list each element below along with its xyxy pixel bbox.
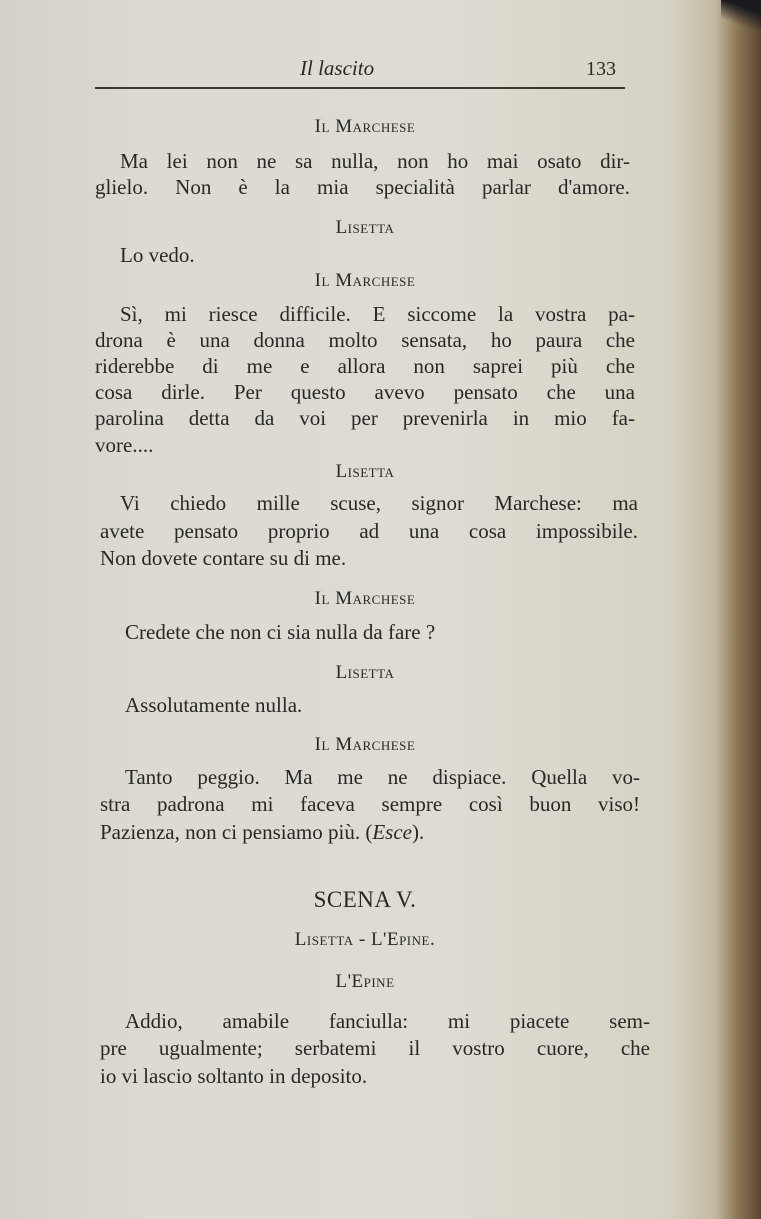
stage-direction: Esce	[372, 820, 412, 844]
speaker-name: Lisetta	[335, 217, 395, 238]
dialogue-line: io vi lascio soltanto in deposito.	[100, 1064, 368, 1088]
speaker-name: Lisetta	[335, 662, 395, 683]
speaker-name: Il Marchese	[314, 588, 416, 609]
header-rule	[95, 87, 625, 89]
dialogue-line: Tanto peggio. Ma me ne dispiace. Quella vo-	[125, 765, 640, 789]
dialogue-line: Ma lei non ne sa nulla, non ho mai osato dir-	[120, 149, 630, 173]
scene-title: SCENA V.	[313, 887, 417, 912]
dialogue-line: cosa dirle. Per questo avevo pensato che una	[95, 380, 635, 404]
dialogue-line: Non dovete contare su di me.	[100, 546, 347, 570]
dialogue-line: Lo vedo.	[120, 243, 195, 267]
dialogue-line: Sì, mi riesce difficile. E siccome la vostra pa-	[120, 302, 635, 326]
dialogue-text: ).	[412, 820, 425, 844]
dialogue-line: vore....	[95, 433, 154, 457]
speaker-name: Il Marchese	[314, 116, 416, 137]
speaker-name: Il Marchese	[314, 270, 416, 291]
dialogue-line: parolina detta da voi per prevenirla in mio fa-	[95, 406, 635, 430]
dialogue-line: Addio, amabile fanciulla: mi piacete sem-	[125, 1009, 650, 1033]
dialogue-line: avete pensato proprio ad una cosa impossibile.	[100, 519, 638, 543]
dialogue-line: stra padrona mi faceva sempre così buon viso!	[100, 792, 640, 816]
dialogue-line: Assolutamente nulla.	[125, 693, 303, 717]
dialogue-line: pre ugualmente; serbatemi il vostro cuore, che	[100, 1036, 650, 1060]
dialogue-line: glielo. Non è la mia specialità parlar d'amore.	[95, 175, 630, 199]
page-number: 133	[586, 58, 616, 80]
scene-characters: Lisetta - L'Epine.	[294, 929, 436, 950]
running-title: Il lascito	[300, 56, 375, 80]
book-edge-shadow	[721, 0, 761, 30]
dialogue-line: riderebbe di me e allora non saprei più che	[95, 354, 635, 378]
dialogue-line	[100, 820, 424, 844]
dialogue-text: Pazienza, non ci pensiamo più. (	[100, 820, 373, 844]
dialogue-line: Credete che non ci sia nulla da fare ?	[125, 620, 436, 644]
speaker-name: Lisetta	[335, 461, 395, 482]
dialogue-line: drona è una donna molto sensata, ho paura che	[95, 328, 635, 352]
speaker-name: L'Epine	[335, 971, 395, 992]
dialogue-line: Vi chiedo mille scuse, signor Marchese: ma	[120, 491, 638, 515]
speaker-name: Il Marchese	[314, 734, 416, 755]
